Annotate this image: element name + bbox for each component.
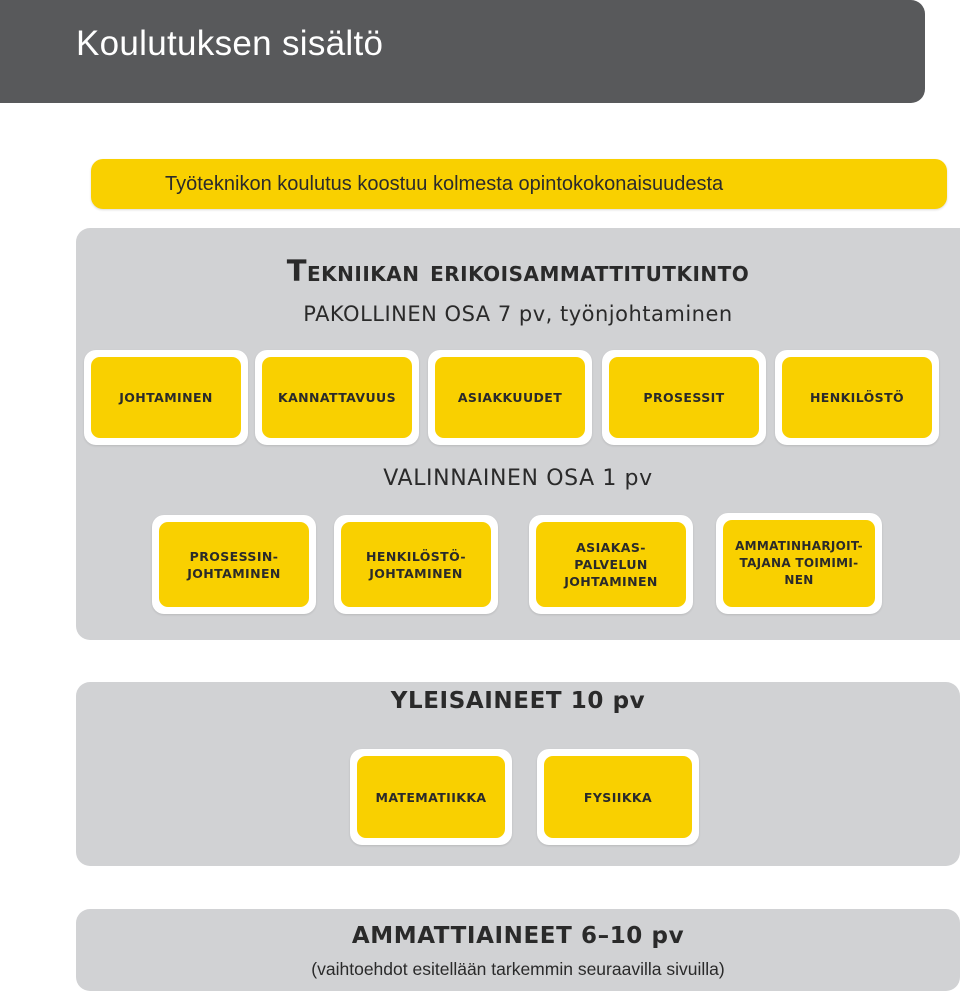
general-item-label: FYSIIKKA <box>544 756 692 838</box>
general-title: YLEISAINEET 10 pv <box>390 688 646 714</box>
optional-item <box>334 515 498 614</box>
optional-title: VALINNAINEN OSA 1 pv <box>383 466 653 491</box>
vocational-note: (vaihtoehdot esitellään tarkemmin seuraavilla sivuilla) <box>311 959 725 979</box>
intro-banner <box>91 159 947 209</box>
mandatory-item <box>84 350 248 445</box>
general-item-label: MATEMATIIKKA <box>357 756 505 838</box>
mandatory-item-label: JOHTAMINEN <box>91 357 241 438</box>
optional-item <box>716 513 882 614</box>
general-item <box>350 749 512 845</box>
general-item <box>537 749 699 845</box>
mandatory-item-label: ASIAKKUUDET <box>435 357 585 438</box>
mandatory-title: Tekniikan erikoisammattitutkinto <box>286 254 750 288</box>
optional-item-label: PROSESSIN- JOHTAMINEN <box>159 522 309 607</box>
optional-item-label: HENKILÖSTÖ- JOHTAMINEN <box>341 522 491 607</box>
page-title: Koulutuksen sisältö <box>76 24 384 63</box>
mandatory-item <box>775 350 939 445</box>
mandatory-item-label: KANNATTAVUUS <box>262 357 412 438</box>
optional-item-label: ASIAKAS- PALVELUN JOHTAMINEN <box>536 522 686 607</box>
mandatory-item <box>255 350 419 445</box>
vocational-title: AMMATTIAINEET 6–10 pv <box>351 923 685 949</box>
mandatory-section <box>76 228 960 460</box>
optional-section <box>76 458 960 640</box>
optional-item <box>529 515 693 614</box>
general-section <box>76 682 960 866</box>
optional-item-label: AMMATINHARJOIT- TAJANA TOIMIMI- NEN <box>723 520 875 607</box>
page-header <box>0 0 925 103</box>
mandatory-item-label: PROSESSIT <box>609 357 759 438</box>
optional-item <box>152 515 316 614</box>
vocational-section <box>76 909 960 991</box>
mandatory-item <box>602 350 766 445</box>
mandatory-subtitle: PAKOLLINEN OSA 7 pv, työnjohtaminen <box>303 302 733 326</box>
mandatory-item <box>428 350 592 445</box>
intro-text: Työteknikon koulutus koostuu kolmesta opintokokonaisuudesta <box>165 173 724 195</box>
mandatory-item-label: HENKILÖSTÖ <box>782 357 932 438</box>
